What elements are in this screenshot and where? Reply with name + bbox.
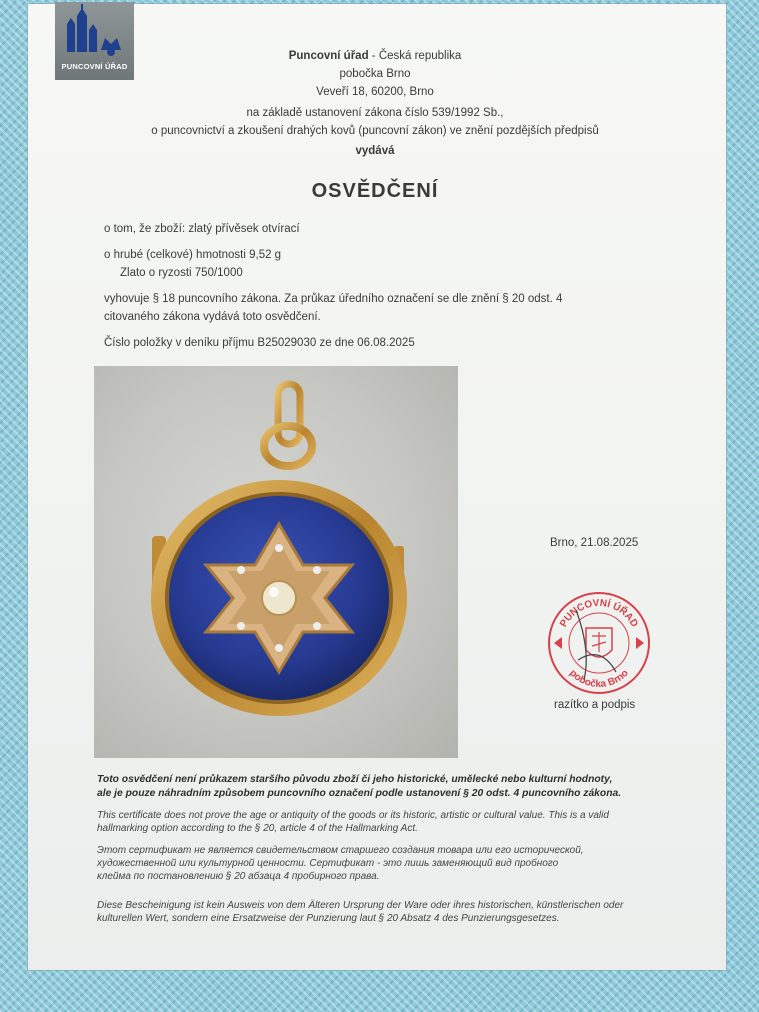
ledger-prefix: Číslo položky v deníku příjmu — [104, 337, 258, 349]
disclaimer-cz-line-2: ale je pouze náhradním způsobem puncovního označení podle ustanovení § 20 odst. 4 puncovního zákona. — [97, 788, 622, 799]
item-line — [104, 223, 300, 235]
ledger-line — [104, 337, 415, 349]
issuer-name: Puncovní úřad — [288, 50, 369, 62]
legal-basis-line-2: o puncovnictví a zkoušení drahých kovů (puncovní zákon) ve znění pozdějších předpisů — [151, 125, 599, 137]
ledger-date: 06.08.2025 — [357, 337, 415, 349]
issuer-line — [150, 50, 600, 62]
disclaimer-ru-line-3: клейма по постановлению § 20 абзаца 4 пробирного права. — [97, 871, 380, 882]
place-date: Brno, 21.08.2025 — [550, 537, 639, 549]
issues-label: vydává — [355, 145, 395, 157]
logo-caption: PUNCOVNÍ ÚŘAD — [61, 62, 128, 71]
stamp-bottom-text: pobočka Brno — [567, 667, 631, 691]
legal-basis-line-1: na základě ustanovení zákona číslo 539/1992 Sb., — [246, 107, 504, 119]
locket-pendant-image — [94, 366, 458, 758]
issuer-country: - Česká republika — [368, 50, 462, 62]
official-stamp — [546, 590, 652, 696]
issuer-branch: pobočka Brno — [339, 68, 411, 80]
issuer-address: Veveří 18, 60200, Brno — [316, 86, 434, 98]
disclaimer-ru-line-2: художественной или культурной ценности. Сертификат - это лишь заменяющий вид пробного — [97, 858, 559, 869]
disclaimer-cz-line-1: Toto osvědčení není průkazem staršího původu zboží či jeho historické, umělecké nebo kulturní hodnoty, — [97, 774, 613, 785]
weight-line — [104, 249, 281, 261]
stamp-signature-label: razítko a podpis — [554, 699, 636, 711]
disclaimer-en-line-1: This certificate does not prove the age or antiquity of the goods or its historic, artistic or cultural value. This is a valid — [97, 810, 609, 821]
item-photo — [94, 366, 458, 758]
disclaimer-de-line-2: kulturellen Wert, sondern eine Ersatzweise der Punzierung laut § 20 Absatz 4 des Punzierungsgesetzes. — [97, 913, 560, 924]
compliance-line-2: citovaného zákona vydává toto osvědčení. — [104, 311, 321, 323]
weight-prefix: o hrubé (celkové) hmotnosti — [104, 249, 250, 261]
compliance-line-1: vyhovuje § 18 puncovního zákona. Za průkaz úředního označení se dle znění § 20 odst. 4 — [104, 293, 563, 305]
stamp-top-text: PUNCOVNÍ ÚŘAD — [558, 597, 640, 630]
certificate-title: OSVĚDČENÍ — [311, 180, 439, 202]
hallmark-office-logo — [55, 2, 134, 80]
disclaimer-en-line-2: hallmarking option according to the § 20, article 4 of the Hallmarking Act. — [97, 823, 418, 834]
logo-emblem-icon — [55, 2, 134, 62]
disclaimer-ru-line-1: Этот сертификат не является свидетельством старшего создания товара или его исторической, — [97, 845, 584, 856]
item-prefix: o tom, že zboží: — [104, 223, 189, 235]
ledger-mid: ze dne — [316, 337, 358, 349]
ledger-number: B25029030 — [257, 337, 317, 349]
disclaimer-de-line-1: Diese Bescheinigung ist kein Ausweis von dem Älteren Ursprung der Ware oder ihres historischen, künstlerischen oder — [97, 900, 624, 911]
fineness-line: Zlato o ryzosti 750/1000 — [120, 267, 243, 279]
item-value: zlatý přívěsek otvírací — [188, 223, 300, 235]
weight-value: 9,52 g — [249, 249, 282, 261]
